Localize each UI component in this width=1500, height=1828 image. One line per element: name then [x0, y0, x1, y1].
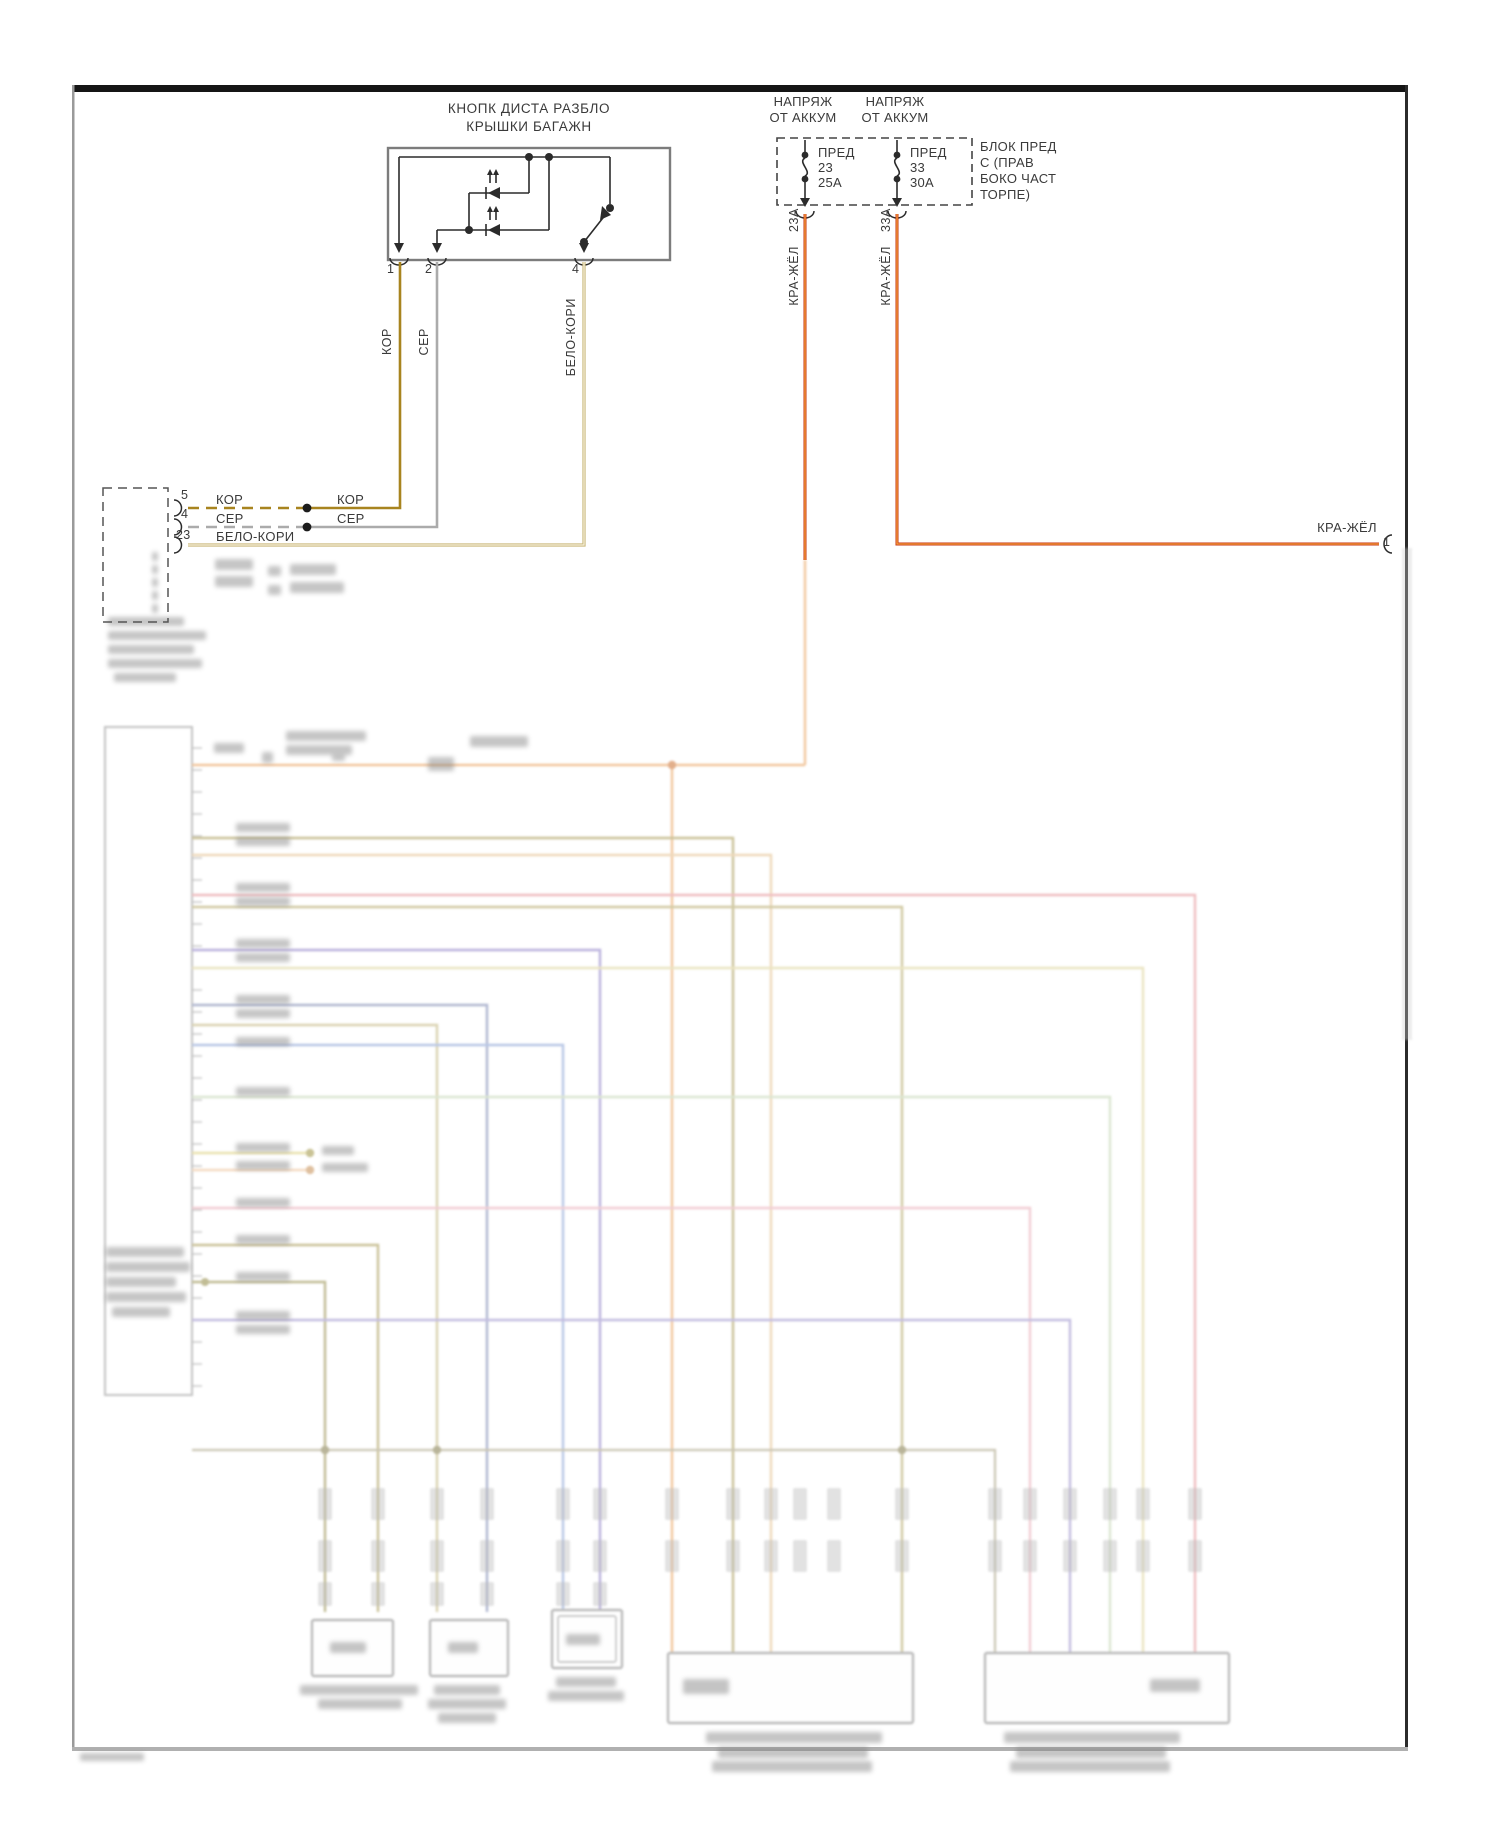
switch-wires	[188, 262, 584, 545]
fuse-block-name-line2: С (ПРАВ	[980, 155, 1034, 170]
feed-2-label-line2: ОТ АККУМ	[861, 110, 929, 125]
left-connector-pin-23: 23	[176, 528, 191, 542]
left-connector-pin-4: 4	[181, 507, 189, 521]
kor-wire-label-a: КОР	[216, 492, 244, 507]
ser-wire-vertical-label: СЕР	[417, 328, 431, 356]
fuse-1-number: 23	[818, 160, 834, 175]
ser-wire-label-b: СЕР	[337, 511, 365, 526]
feed-1-label-line1: НАПРЯЖ	[773, 94, 833, 109]
switch-title-line2: КРЫШКИ БАГАЖН	[466, 119, 592, 134]
fuse-1-connector-label: 23А	[787, 208, 801, 233]
left-connector	[103, 488, 182, 622]
switch-title-line1: КНОПК ДИСТА РАЗБЛО	[447, 101, 611, 116]
right-module-bar	[1402, 548, 1412, 1040]
faded-diagram-layer	[105, 548, 1412, 1723]
belo-kori-wire	[188, 262, 584, 545]
blurred-label-marks	[80, 552, 1200, 1772]
ser-wire	[307, 262, 437, 527]
switch-unit	[388, 148, 670, 265]
feed-1-label-line2: ОТ АККУМ	[769, 110, 837, 125]
kor-wire-vertical-label: КОР	[380, 328, 394, 356]
feed-2-label-line1: НАПРЯЖ	[865, 94, 925, 109]
fuse-1	[803, 140, 808, 198]
fuse-2-number: 33	[910, 160, 926, 175]
faded-junction-dots	[201, 761, 906, 1454]
fuse-1-rating: 25А	[818, 175, 843, 190]
ser-wire-label-a: СЕР	[216, 511, 244, 526]
switch-pin-1: 1	[387, 262, 395, 276]
belo-kori-wire-label: БЕЛО-КОРИ	[216, 529, 295, 544]
fuse-2-rating: 30А	[910, 175, 935, 190]
kor-wire-label-b: КОР	[337, 492, 365, 507]
fuse-block-name-line3: БОКО ЧАСТ	[980, 171, 1057, 186]
right-output-pin: 1	[1383, 535, 1391, 549]
belo-kori-wire-vertical-label: БЕЛО-КОРИ	[564, 298, 578, 377]
faded-wires	[192, 560, 1195, 1655]
module-pin-ticks	[192, 748, 202, 1386]
fuse-1-label: ПРЕД	[818, 145, 855, 160]
kra-zhel-right-label: КРА-ЖЁЛ	[1317, 520, 1377, 535]
fuse-block-name-line4: ТОРПЕ)	[980, 187, 1031, 202]
kra-zhel-vertical-label-b: КРА-ЖЁЛ	[879, 246, 893, 306]
kor-wire	[307, 262, 400, 508]
fuse-2-connector-label: 33А	[879, 208, 893, 233]
kra-zhel-wires	[805, 214, 1392, 560]
fuse-block-name-line1: БЛОК ПРЕД	[980, 139, 1057, 154]
switch-pin-2: 2	[425, 262, 433, 276]
kra-zhel-vertical-label-a: КРА-ЖЁЛ	[787, 246, 801, 306]
left-connector-pin-5: 5	[181, 488, 189, 502]
switch-pin-4: 4	[572, 262, 580, 276]
fuse-2-label: ПРЕД	[910, 145, 947, 160]
fuse-2	[895, 140, 900, 198]
